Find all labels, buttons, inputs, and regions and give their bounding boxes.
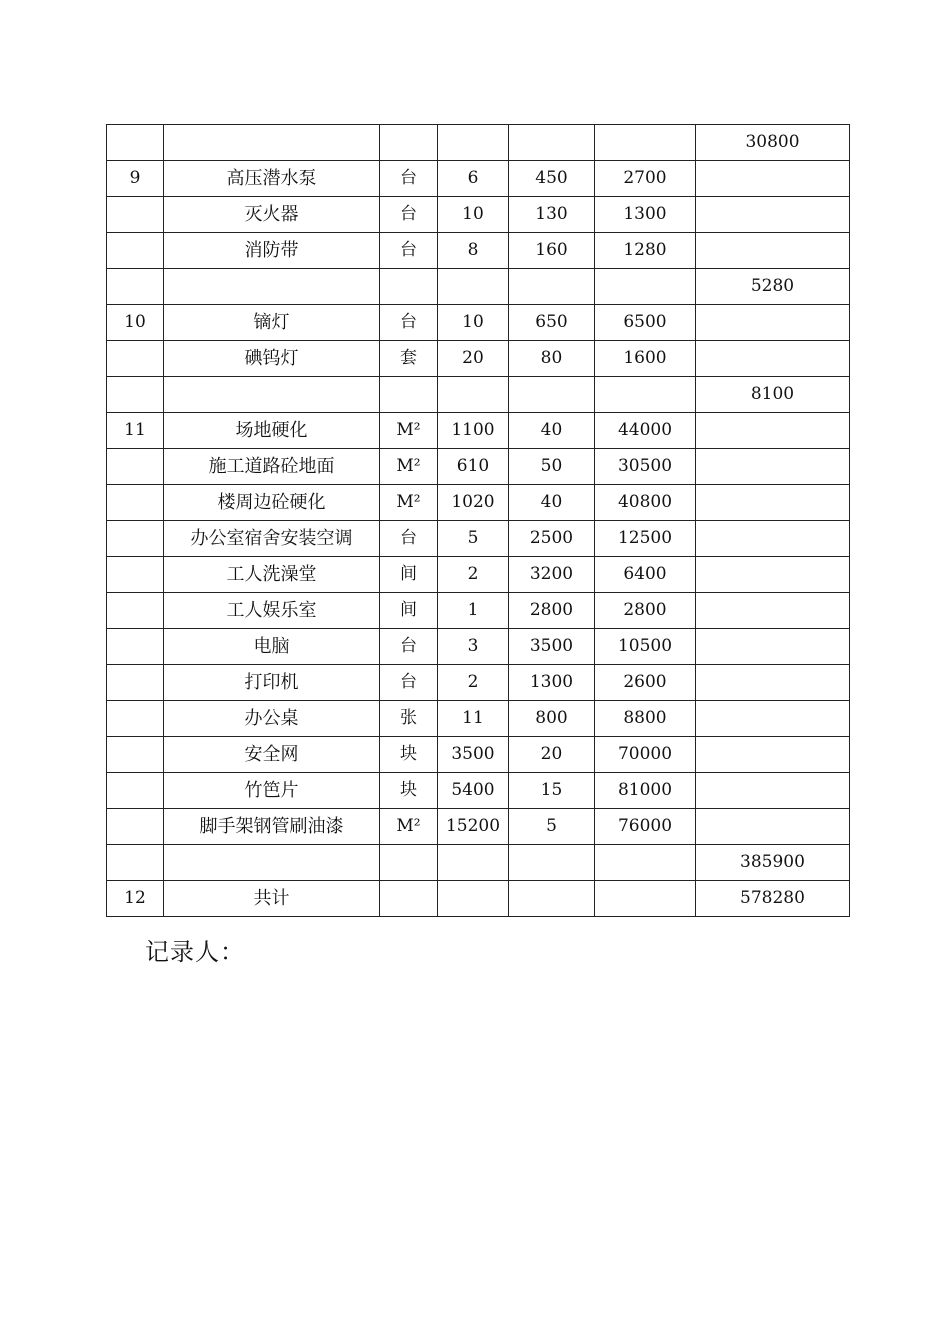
cell-number xyxy=(107,233,164,269)
cell-unit: 间 xyxy=(380,593,438,629)
cell-number xyxy=(107,269,164,305)
cell-unit: 间 xyxy=(380,557,438,593)
cell-amount: 70000 xyxy=(595,737,696,773)
cell-unit-price: 2500 xyxy=(509,521,595,557)
cell-item: 施工道路砼地面 xyxy=(164,449,380,485)
cell-unit xyxy=(380,881,438,917)
cell-amount: 6500 xyxy=(595,305,696,341)
cell-amount: 30500 xyxy=(595,449,696,485)
cell-item: 高压潜水泵 xyxy=(164,161,380,197)
cell-unit-price: 130 xyxy=(509,197,595,233)
cell-quantity: 5 xyxy=(438,521,509,557)
cell-unit: 套 xyxy=(380,341,438,377)
table-row xyxy=(107,485,850,521)
cell-item: 打印机 xyxy=(164,665,380,701)
cell-subtotal: 385900 xyxy=(696,845,850,881)
cell-quantity: 610 xyxy=(438,449,509,485)
cell-unit-price xyxy=(509,377,595,413)
cell-quantity xyxy=(438,881,509,917)
cell-quantity: 6 xyxy=(438,161,509,197)
cell-number xyxy=(107,377,164,413)
cell-item xyxy=(164,377,380,413)
cell-amount: 1300 xyxy=(595,197,696,233)
cell-unit: 台 xyxy=(380,161,438,197)
cell-number xyxy=(107,629,164,665)
cell-number xyxy=(107,449,164,485)
cell-unit: M² xyxy=(380,449,438,485)
cell-item xyxy=(164,845,380,881)
table-row xyxy=(107,197,850,233)
cell-unit-price: 20 xyxy=(509,737,595,773)
cell-subtotal xyxy=(696,773,850,809)
cell-item: 工人洗澡堂 xyxy=(164,557,380,593)
cell-item: 竹笆片 xyxy=(164,773,380,809)
cell-subtotal: 578280 xyxy=(696,881,850,917)
cell-quantity: 15200 xyxy=(438,809,509,845)
cell-unit: 台 xyxy=(380,629,438,665)
cell-item: 脚手架钢管刷油漆 xyxy=(164,809,380,845)
cell-unit: 块 xyxy=(380,773,438,809)
cell-item: 安全网 xyxy=(164,737,380,773)
cell-unit-price: 15 xyxy=(509,773,595,809)
table-row xyxy=(107,845,850,881)
cell-subtotal xyxy=(696,557,850,593)
cell-quantity: 10 xyxy=(438,305,509,341)
cell-subtotal xyxy=(696,233,850,269)
cell-unit xyxy=(380,377,438,413)
cell-subtotal xyxy=(696,665,850,701)
cell-unit: 台 xyxy=(380,233,438,269)
cell-quantity: 5400 xyxy=(438,773,509,809)
table-row xyxy=(107,377,850,413)
cell-quantity: 11 xyxy=(438,701,509,737)
cell-item: 灭火器 xyxy=(164,197,380,233)
table-row xyxy=(107,881,850,917)
cell-amount: 12500 xyxy=(595,521,696,557)
cell-amount: 44000 xyxy=(595,413,696,449)
table-row xyxy=(107,665,850,701)
cell-subtotal xyxy=(696,809,850,845)
cell-subtotal xyxy=(696,197,850,233)
cell-unit-price: 3500 xyxy=(509,629,595,665)
cell-item: 消防带 xyxy=(164,233,380,269)
cell-subtotal xyxy=(696,449,850,485)
cell-unit: 台 xyxy=(380,521,438,557)
cell-unit xyxy=(380,125,438,161)
table-row xyxy=(107,341,850,377)
cell-quantity: 1100 xyxy=(438,413,509,449)
cell-amount: 6400 xyxy=(595,557,696,593)
cell-amount: 1280 xyxy=(595,233,696,269)
table-row xyxy=(107,593,850,629)
cell-amount xyxy=(595,377,696,413)
cell-amount: 76000 xyxy=(595,809,696,845)
cell-item: 办公室宿舍安装空调 xyxy=(164,521,380,557)
cell-subtotal xyxy=(696,161,850,197)
table-row xyxy=(107,629,850,665)
cell-number: 10 xyxy=(107,305,164,341)
cell-unit: 台 xyxy=(380,665,438,701)
cell-subtotal xyxy=(696,341,850,377)
cell-item xyxy=(164,125,380,161)
cell-unit: M² xyxy=(380,809,438,845)
cell-subtotal xyxy=(696,413,850,449)
cell-subtotal xyxy=(696,521,850,557)
cell-unit: 台 xyxy=(380,305,438,341)
cell-amount: 10500 xyxy=(595,629,696,665)
cell-unit-price xyxy=(509,881,595,917)
cell-subtotal xyxy=(696,629,850,665)
cell-item: 电脑 xyxy=(164,629,380,665)
cell-amount xyxy=(595,125,696,161)
cell-amount: 2800 xyxy=(595,593,696,629)
cell-quantity xyxy=(438,377,509,413)
cell-unit-price: 80 xyxy=(509,341,595,377)
cell-amount xyxy=(595,269,696,305)
cell-unit: 块 xyxy=(380,737,438,773)
cell-item: 碘钨灯 xyxy=(164,341,380,377)
cell-quantity: 3500 xyxy=(438,737,509,773)
cell-quantity: 20 xyxy=(438,341,509,377)
cell-subtotal: 8100 xyxy=(696,377,850,413)
table-row xyxy=(107,305,850,341)
cell-number xyxy=(107,665,164,701)
cell-amount xyxy=(595,845,696,881)
cell-number xyxy=(107,557,164,593)
table-row xyxy=(107,737,850,773)
cell-subtotal xyxy=(696,305,850,341)
cell-quantity: 8 xyxy=(438,233,509,269)
cell-unit-price xyxy=(509,845,595,881)
table-row xyxy=(107,701,850,737)
cell-unit-price: 40 xyxy=(509,413,595,449)
cell-subtotal xyxy=(696,737,850,773)
cell-unit: M² xyxy=(380,485,438,521)
cell-unit-price: 3200 xyxy=(509,557,595,593)
recorder-label: 记录人： xyxy=(145,938,245,966)
cell-amount: 2600 xyxy=(595,665,696,701)
cell-unit-price: 2800 xyxy=(509,593,595,629)
cell-unit-price: 5 xyxy=(509,809,595,845)
cell-unit: M² xyxy=(380,413,438,449)
cell-unit-price: 800 xyxy=(509,701,595,737)
cell-quantity xyxy=(438,845,509,881)
table-row xyxy=(107,521,850,557)
table-row xyxy=(107,413,850,449)
cell-subtotal xyxy=(696,593,850,629)
table-row xyxy=(107,233,850,269)
cell-unit xyxy=(380,269,438,305)
cell-quantity: 2 xyxy=(438,665,509,701)
cell-item: 场地硬化 xyxy=(164,413,380,449)
cell-amount: 8800 xyxy=(595,701,696,737)
cell-number: 12 xyxy=(107,881,164,917)
table-row xyxy=(107,809,850,845)
cell-unit: 张 xyxy=(380,701,438,737)
cell-amount: 2700 xyxy=(595,161,696,197)
cell-number: 11 xyxy=(107,413,164,449)
cell-number xyxy=(107,197,164,233)
cell-quantity xyxy=(438,269,509,305)
cell-quantity xyxy=(438,125,509,161)
table-row xyxy=(107,449,850,485)
cell-amount: 81000 xyxy=(595,773,696,809)
cell-quantity: 2 xyxy=(438,557,509,593)
cell-amount: 1600 xyxy=(595,341,696,377)
table-row xyxy=(107,125,850,161)
cell-quantity: 3 xyxy=(438,629,509,665)
cell-unit: 台 xyxy=(380,197,438,233)
cell-amount xyxy=(595,881,696,917)
cell-unit-price xyxy=(509,125,595,161)
cell-unit-price: 40 xyxy=(509,485,595,521)
table-row xyxy=(107,557,850,593)
cell-item: 楼周边砼硬化 xyxy=(164,485,380,521)
cell-number xyxy=(107,593,164,629)
table-body xyxy=(107,125,850,917)
cell-quantity: 1 xyxy=(438,593,509,629)
cell-number xyxy=(107,701,164,737)
cell-number xyxy=(107,125,164,161)
cell-number xyxy=(107,773,164,809)
cell-number xyxy=(107,845,164,881)
cell-number xyxy=(107,485,164,521)
cell-unit-price xyxy=(509,269,595,305)
cell-quantity: 10 xyxy=(438,197,509,233)
cell-unit-price: 450 xyxy=(509,161,595,197)
cell-unit-price: 1300 xyxy=(509,665,595,701)
cell-unit-price: 160 xyxy=(509,233,595,269)
cell-subtotal: 30800 xyxy=(696,125,850,161)
cell-item: 办公桌 xyxy=(164,701,380,737)
cell-unit xyxy=(380,845,438,881)
table-row xyxy=(107,161,850,197)
cell-subtotal xyxy=(696,485,850,521)
cell-unit-price: 650 xyxy=(509,305,595,341)
cell-amount: 40800 xyxy=(595,485,696,521)
cost-table xyxy=(106,124,850,917)
cell-number: 9 xyxy=(107,161,164,197)
cell-number xyxy=(107,809,164,845)
table-row xyxy=(107,773,850,809)
cell-number xyxy=(107,521,164,557)
cell-item: 工人娱乐室 xyxy=(164,593,380,629)
cell-unit-price: 50 xyxy=(509,449,595,485)
cell-subtotal xyxy=(696,701,850,737)
cell-number xyxy=(107,737,164,773)
cell-quantity: 1020 xyxy=(438,485,509,521)
cell-item: 共计 xyxy=(164,881,380,917)
table-row xyxy=(107,269,850,305)
cell-subtotal: 5280 xyxy=(696,269,850,305)
cell-number xyxy=(107,341,164,377)
cell-item: 镝灯 xyxy=(164,305,380,341)
cell-item xyxy=(164,269,380,305)
